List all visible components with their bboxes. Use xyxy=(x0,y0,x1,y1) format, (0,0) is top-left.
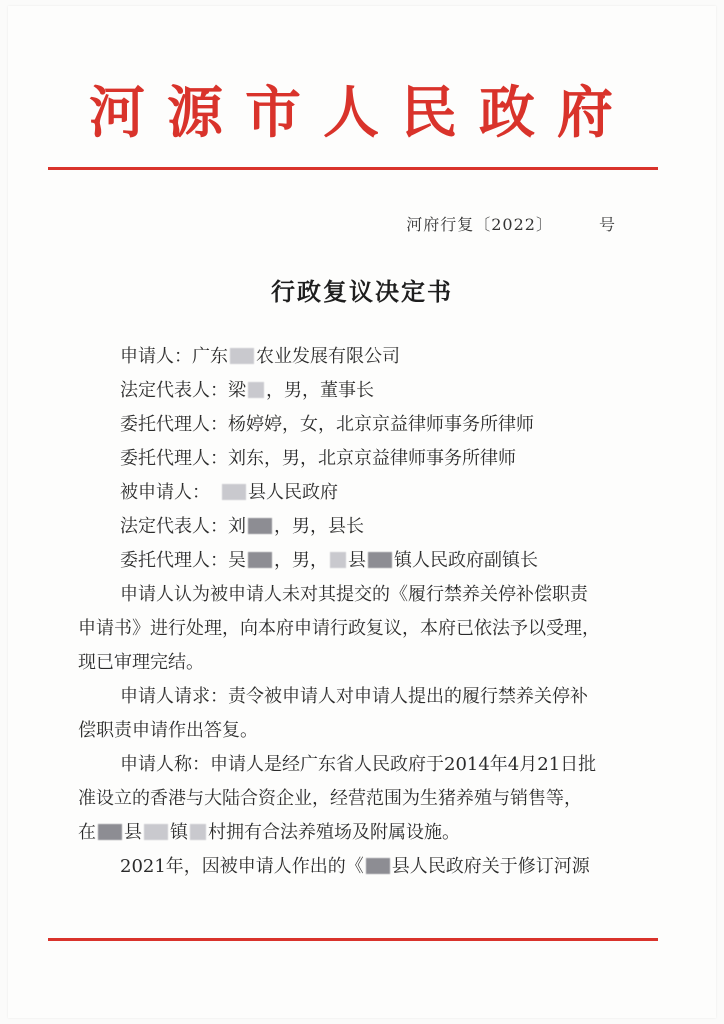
legal-rep-surname: 刘 xyxy=(228,516,246,537)
document-number-prefix: 河府行复〔2022〕 xyxy=(406,215,553,234)
text-fragment: 县人民政府关于修订河源 xyxy=(391,856,590,877)
agent-details: 杨婷婷，女，北京京益律师事务所律师 xyxy=(228,414,534,435)
paragraph-4-line-1 xyxy=(78,850,638,884)
paragraph-1-line-3: 现已审理完结。 xyxy=(78,652,204,673)
applicant-label: 申请人： xyxy=(120,346,192,367)
text-fragment: 镇 xyxy=(170,822,188,843)
issuing-authority-header: 河源市人民政府 xyxy=(89,80,635,146)
redaction-mark xyxy=(248,552,272,568)
legal-rep-surname: 梁 xyxy=(228,380,246,401)
respondent-label: 被申请人： xyxy=(120,482,210,503)
legal-rep-details: ，男，县长 xyxy=(274,516,364,537)
text-fragment: 村拥有合法养殖场及附属设施。 xyxy=(208,822,460,843)
red-header-rule xyxy=(48,167,658,170)
paragraph-2-line-1: 申请人请求：责令被申请人对申请人提出的履行禁养关停补 xyxy=(120,686,588,707)
applicant-line xyxy=(78,340,638,374)
red-footer-rule xyxy=(48,938,658,941)
applicant-name-end: 农业发展有限公司 xyxy=(256,346,400,367)
agent-details: 刘东，男，北京京益律师事务所律师 xyxy=(228,448,516,469)
paragraph-1-line-2: 申请书》进行处理，向本府申请行政复议，本府已依法予以受理， xyxy=(78,618,600,639)
legal-rep-line-1 xyxy=(78,374,638,408)
agent-position: 镇人民政府副镇长 xyxy=(394,550,538,571)
document-title: 行政复议决定书 xyxy=(271,277,453,306)
agent-label: 委托代理人： xyxy=(120,448,228,469)
redaction-mark xyxy=(98,824,122,840)
redaction-mark xyxy=(248,518,272,534)
redaction-mark xyxy=(190,824,206,840)
paragraph-3-line-1: 申请人称：申请人是经广东省人民政府于2014年4月21日批 xyxy=(120,754,597,775)
redaction-mark xyxy=(248,382,264,398)
document-number xyxy=(406,212,616,235)
redaction-mark xyxy=(144,824,168,840)
redaction-mark xyxy=(230,348,254,364)
paragraph-1-line-1: 申请人认为被申请人未对其提交的《履行禁养关停补偿职责 xyxy=(120,584,588,605)
agent-county: 县 xyxy=(348,550,366,571)
paragraph-3-line-2: 准设立的香港与大陆合资企业，经营范围为生猪养殖与销售等， xyxy=(78,788,582,809)
text-fragment: 2021年，因被申请人作出的《 xyxy=(120,856,364,877)
redaction-mark xyxy=(222,484,246,500)
agent-line-1 xyxy=(78,408,638,442)
agent-label: 委托代理人： xyxy=(120,414,228,435)
applicant-name-start: 广东 xyxy=(192,346,228,367)
redaction-mark xyxy=(366,858,390,874)
legal-rep-label: 法定代表人： xyxy=(120,516,228,537)
agent-label: 委托代理人： xyxy=(120,550,228,571)
agent-line-2 xyxy=(78,442,638,476)
legal-rep-label: 法定代表人： xyxy=(120,380,228,401)
respondent-name: 县人民政府 xyxy=(248,482,338,503)
agent-line-3 xyxy=(78,544,638,578)
agent-gender: ，男， xyxy=(274,550,328,571)
document-number-suffix: 号 xyxy=(598,215,616,234)
redaction-mark xyxy=(368,552,392,568)
text-fragment: 县 xyxy=(124,822,142,843)
paragraph-3-line-3 xyxy=(78,816,638,850)
document-body xyxy=(78,340,638,884)
legal-rep-details: ，男，董事长 xyxy=(266,380,374,401)
redaction-mark xyxy=(330,552,346,568)
agent-surname: 吴 xyxy=(228,550,246,571)
text-fragment: 在 xyxy=(78,822,96,843)
legal-rep-line-2 xyxy=(78,510,638,544)
paragraph-2-line-2: 偿职责申请作出答复。 xyxy=(78,720,258,741)
respondent-line xyxy=(78,476,638,510)
